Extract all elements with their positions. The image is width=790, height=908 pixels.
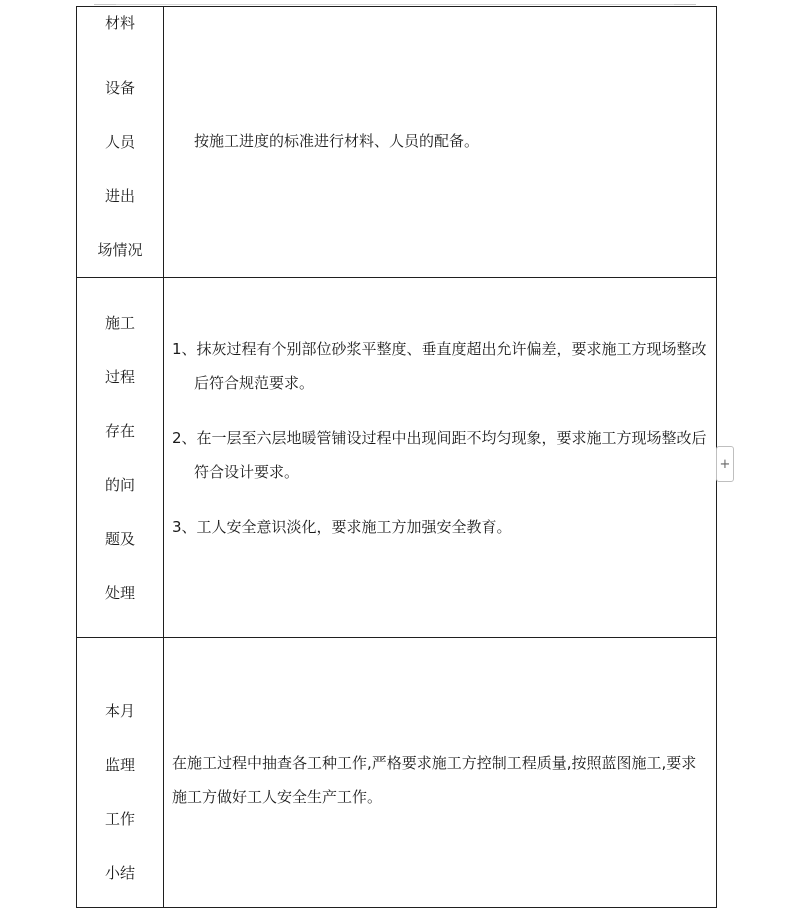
- row-label-line: 本月: [104, 702, 135, 720]
- row-label-line: 施工: [104, 313, 135, 332]
- side-expand-button[interactable]: [716, 446, 734, 482]
- row-content-cell: [164, 7, 717, 278]
- row-construction-issues: [77, 278, 717, 638]
- issue-list-item: 2、在一层至六层地暖管铺设过程中出现间距不均匀现象，要求施工方现场整改后符合设计要求。: [172, 429, 707, 481]
- row-label-line: 人员: [104, 133, 135, 151]
- issue-list-item: 1、抹灰过程有个别部位砂浆平整度、垂直度超出允许偏差，要求施工方现场整改后符合规范要求。: [172, 340, 707, 392]
- row-label-line: 存在: [104, 421, 135, 440]
- row-label-line: 监理: [104, 756, 135, 774]
- row-content-cell: [164, 638, 717, 908]
- issue-list-item: 3、工人安全意识淡化，要求施工方加强安全教育。: [172, 518, 512, 536]
- row-label-line: 设备: [104, 79, 135, 97]
- supervision-report-table: [76, 6, 717, 908]
- row-label-line: 材料: [104, 14, 135, 32]
- row-label-cell: [77, 7, 164, 278]
- row-label-line: 进出: [104, 187, 135, 205]
- row-label-line: 小结: [104, 864, 135, 882]
- row-label-cell: [77, 278, 164, 638]
- row-label-line: 工作: [104, 810, 135, 828]
- plus-icon: +: [719, 457, 731, 472]
- row-label-cell: [77, 638, 164, 908]
- row-monthly-summary: [77, 638, 717, 908]
- row-materials-equipment-personnel: [77, 7, 717, 278]
- row-label-line: 处理: [104, 583, 135, 602]
- row-label-line: 场情况: [97, 241, 143, 259]
- row-label-line: 过程: [104, 367, 135, 386]
- materials-content-text: 按施工进度的标准进行材料、人员的配备。: [194, 132, 480, 150]
- page-top-edge: [96, 0, 694, 5]
- row-label-line: 题及: [104, 529, 135, 548]
- row-label-line: 的问: [104, 475, 135, 494]
- row-content-cell: [164, 278, 717, 638]
- summary-content-text: 在施工过程中抽查各工种工作,严格要求施工方控制工程质量,按照蓝图施工,要求施工方做好工人安全生产工作。: [172, 754, 697, 806]
